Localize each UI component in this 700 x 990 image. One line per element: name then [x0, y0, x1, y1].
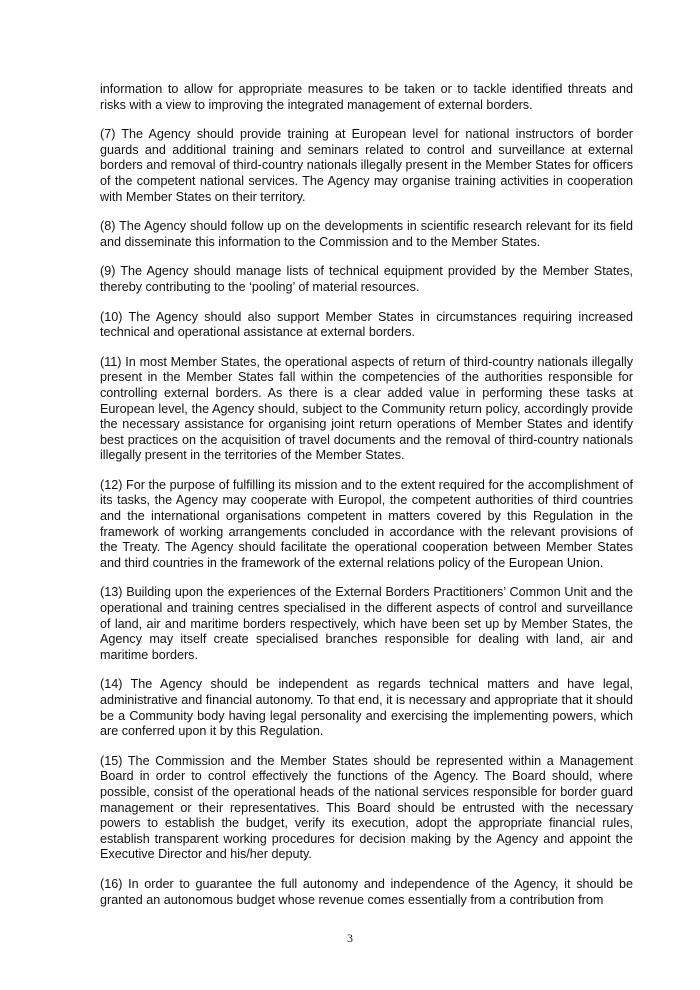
paragraph-16: (16) In order to guarantee the full autonomy and independence of the Agency, it should be granted an autonomous budget whose revenue comes essentially from a contribution from [100, 876, 633, 907]
paragraph-8: (8) The Agency should follow up on the developments in scientific research relevant for its field and disseminate this information to the Commission and to the Member States. [100, 219, 633, 249]
paragraph-11: (11) In most Member States, the operational aspects of return of third-country nationals illegally present in the Member States fall within the competencies of the authorities responsible for controlling external borders. As there is a clear added value in performing these tasks at European level, the Agency should, subject to the Community return policy, accordingly provide the necessary assistance for organising joint return operations of Member States and identify best practices on the acquisition of travel documents and the removal of third-country nationals illegally present in the territories of the Member States. [100, 354, 633, 463]
paragraph-7: (7) The Agency should provide training at European level for national instructors of border guards and additional training and seminars related to control and surveillance at external borders and removal of third-country nationals illegally present in the Member States for officers of the competent national services. The Agency may organise training activities in cooperation with Member States on their territory. [100, 127, 633, 204]
paragraph-12: (12) For the purpose of fulfilling its mission and to the extent required for the accomplishment of its tasks, the Agency may cooperate with Europol, the competent authorities of third countries and the international organisations competent in matters covered by this Regulation in the framework of working arrangements concluded in accordance with the relevant provisions of the Treaty. The Agency should facilitate the operational cooperation between Member States and third countries in the framework of the external relations policy of the European Union. [100, 477, 633, 570]
paragraph-14: (14) The Agency should be independent as regards technical matters and have legal, administrative and financial autonomy. To that end, it is necessary and appropriate that it should be a Community body having legal personality and exercising the implementing powers, which are conferred upon it by this Regulation. [100, 677, 633, 739]
paragraph-continuation: information to allow for appropriate measures to be taken or to tackle identified threats and risks with a view to improving the integrated management of external borders. [100, 82, 633, 112]
paragraph-10: (10) The Agency should also support Member States in circumstances requiring increased technical and operational assistance at external borders. [100, 309, 633, 340]
document-body [100, 82, 633, 922]
paragraph-9: (9) The Agency should manage lists of technical equipment provided by the Member States, thereby contributing to the ‘pooling’ of material resources. [100, 264, 633, 294]
paragraph-13: (13) Building upon the experiences of the External Borders Practitioners’ Common Unit and the operational and training centres specialised in the different aspects of control and surveillance of land, air and maritime borders respectively, which have been set up by Member States, the Agency may itself create specialised branches responsible for dealing with land, air and maritime borders. [100, 585, 633, 662]
page-number: 3 [347, 931, 353, 945]
paragraph-15: (15) The Commission and the Member States should be represented within a Management Board in order to control effectively the functions of the Agency. The Board should, where possible, consist of the operational heads of the national services responsible for border guard management or their representatives. This Board should be entrusted with the necessary powers to establish the budget, verify its execution, adopt the appropriate financial rules, establish transparent working procedures for decision making by the Agency and appoint the Executive Director and his/her deputy. [100, 753, 633, 862]
